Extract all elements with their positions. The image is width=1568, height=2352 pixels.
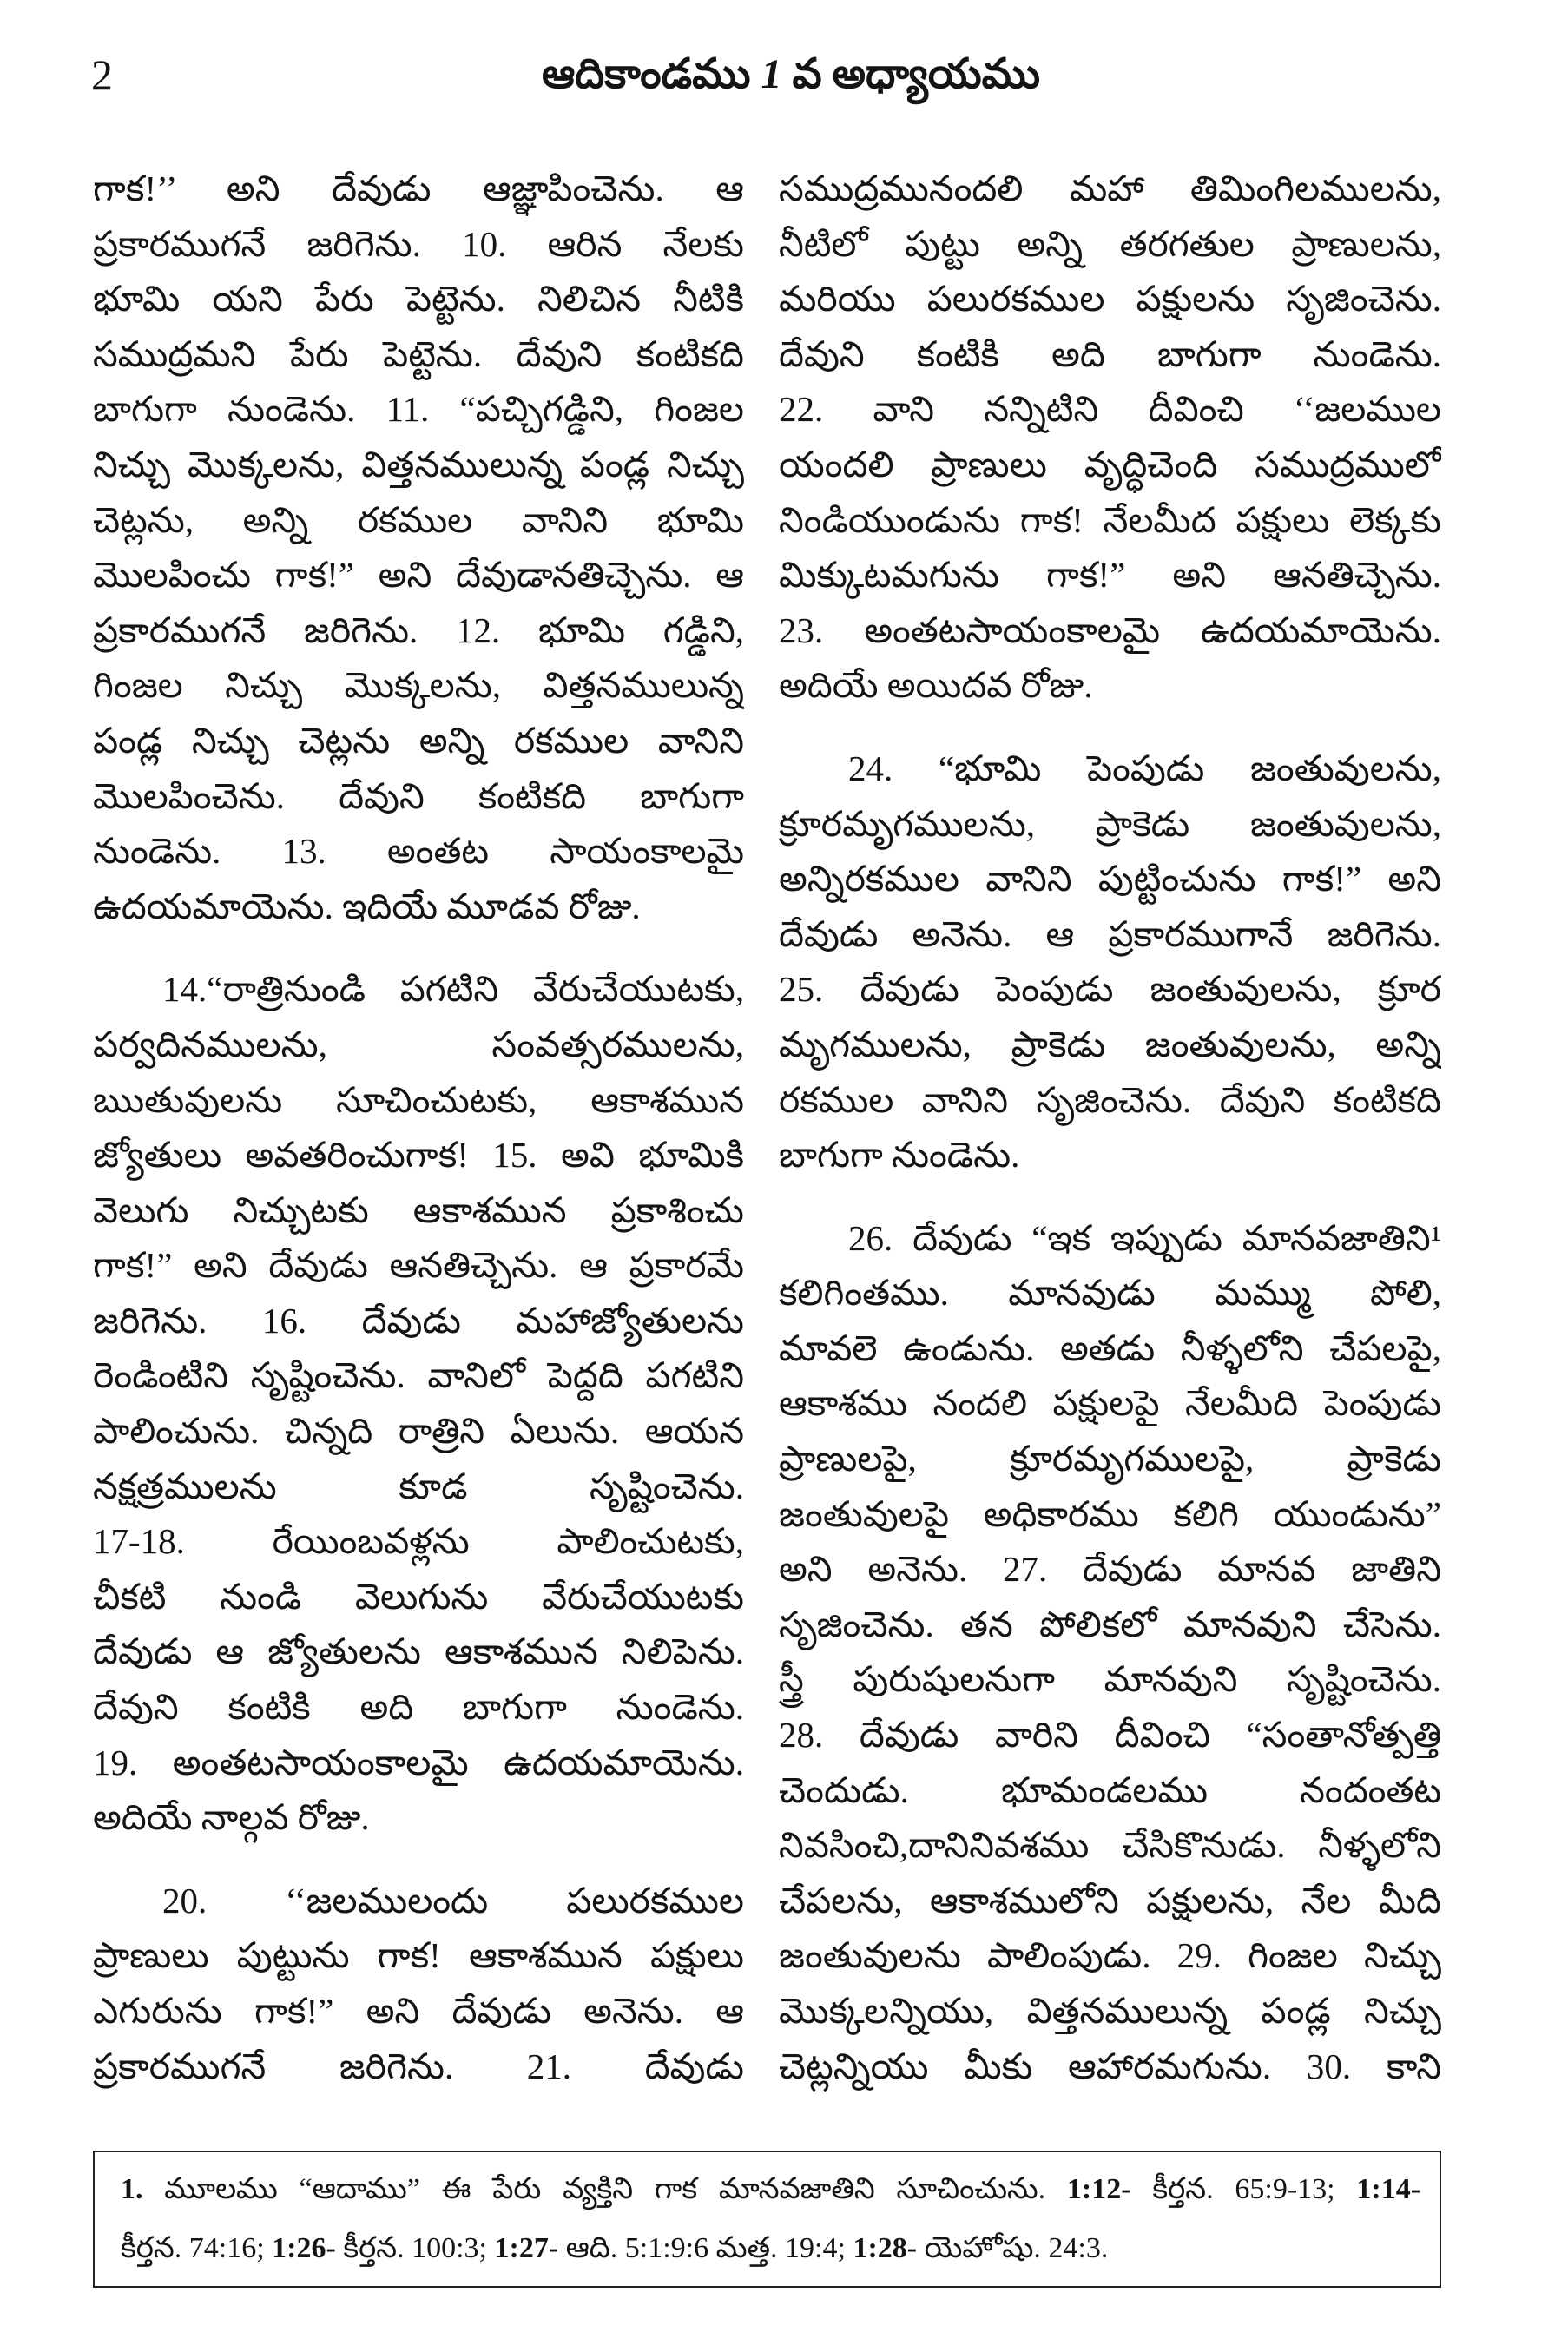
running-title xyxy=(542,49,1040,101)
text-line: యందలి ప్రాణులు వృద్ధిచెంది సముద్రములో xyxy=(779,444,1441,484)
text-line: సముద్రమునందలి మహా తిమింగిలములను, xyxy=(779,168,1441,208)
left-column xyxy=(93,161,744,2094)
cross-reference-label: 1:12- xyxy=(1066,2173,1131,2205)
text-line: 19. అంతటసాయంకాలమై ఉదయమాయెను. xyxy=(93,1742,744,1782)
text-line: జంతువులను పాలింపుడు. 29. గింజల నిచ్చు xyxy=(779,1935,1441,1976)
text-line: చెట్లన్నియు మీకు ఆహారమగును. 30. కాని xyxy=(779,2046,1441,2086)
text-line: బాగుగా నుండెను. xyxy=(779,1135,1020,1176)
text-line: 17-18. రేయింబవళ్లను పాలించుటకు, xyxy=(93,1521,744,1562)
cross-reference-text: కీర్తన. 65:9-13; xyxy=(1152,2173,1335,2205)
text-line: పాలించును. చిన్నది రాత్రిని ఏలును. ఆయన xyxy=(93,1411,744,1452)
text-line: మొలపించు గాక!” అని దేవుడానతిచ్చెను. ఆ xyxy=(93,555,744,596)
text-line: నుండెను. 13. అంతట సాయంకాలమై xyxy=(93,831,744,872)
text-line: అదియే నాల్గవ రోజు. xyxy=(93,1797,370,1838)
text-line: జ్యోతులు అవతరించుగాక! 15. అవి భూమికి xyxy=(93,1135,744,1176)
text-line: ఎగురును గాక!” అని దేవుడు అనెను. ఆ xyxy=(93,1991,744,2031)
text-line: మరియు పలురకముల పక్షులను సృజించెను. xyxy=(779,279,1441,320)
text-line: గింజల నిచ్చు మొక్కలను, విత్తనములున్న xyxy=(93,665,744,706)
text-line: భూమి యని పేరు పెట్టెను. నిలిచిన నీటికి xyxy=(93,279,744,320)
footnote-number: 1. xyxy=(121,2173,143,2205)
cross-reference-label: 1:28- xyxy=(853,2232,918,2264)
footnote-box xyxy=(93,2151,1441,2288)
text-line: 26. దేవుడు “ఇక ఇప్పుడు మానవజాతిని¹ xyxy=(848,1217,1441,1258)
footnote-note: మూలము “ఆదాము” ఈ పేరు వ్యక్తిని గాక మానవజాతిని సూచించును. xyxy=(164,2173,1046,2205)
text-line: కలిగింతము. మానవుడు మమ్ము పోలి, xyxy=(779,1273,1441,1314)
footnote-line xyxy=(121,2160,1420,2219)
text-line: నీటిలో పుట్టు అన్ని తరగతుల ప్రాణులను, xyxy=(779,223,1441,264)
text-line: చేపలను, ఆకాశములోని పక్షులను, నేల మీది xyxy=(779,1880,1441,1920)
text-line: చెందుడు. భూమండలము నందంతట xyxy=(779,1769,1441,1810)
text-line: జంతువులపై అధికారము కలిగి యుండును” xyxy=(779,1493,1441,1534)
text-line: ఉదయమాయెను. ఇదియే మూడవ రోజు. xyxy=(93,886,641,926)
text-line: రకముల వానిని సృజించెను. దేవుని కంటికది xyxy=(779,1079,1441,1120)
cross-reference-text: యెహోషు. 24:3. xyxy=(924,2232,1109,2264)
text-line: 25. దేవుడు పెంపుడు జంతువులను, క్రూర xyxy=(779,969,1441,1010)
text-line: మృగములను, ప్రాకెడు జంతువులను, అన్ని xyxy=(779,1024,1441,1064)
text-line: సృజించెను. తన పోలికలో మానవుని చేసెను. xyxy=(779,1604,1441,1644)
text-line: ప్రకారముగనే జరిగెను. 12. భూమి గడ్డిని, xyxy=(93,609,744,650)
paragraph xyxy=(779,741,1441,1183)
text-line: దేవుని కంటికి అది బాగుగా నుండెను. xyxy=(779,333,1441,374)
right-column xyxy=(779,161,1441,2094)
text-line: నక్షత్రములను కూడ సృష్టించెను. xyxy=(93,1466,744,1506)
text-line: పండ్ల నిచ్చు చెట్లను అన్ని రకముల వానిని xyxy=(93,720,744,761)
footnote-line xyxy=(121,2219,1420,2278)
text-line: గాక!” అని దేవుడు ఆనతిచ్చెను. ఆ ప్రకారమే xyxy=(93,1245,744,1286)
text-line: స్త్రీ పురుషులనుగా మానవుని సృష్టించెను. xyxy=(779,1659,1441,1700)
text-line: 22. వాని నన్నిటిని దీవించి ‘‘జలముల xyxy=(779,389,1441,430)
text-line: చీకటి నుండి వెలుగును వేరుచేయుటకు xyxy=(93,1576,744,1617)
cross-reference-text: ఆది. 5:1:9:6 మత్త. 19:4; xyxy=(565,2232,846,2264)
text-line: 28. దేవుడు వారిని దీవించి “సంతానోత్పత్తి xyxy=(779,1715,1441,1756)
text-line: మావలె ఉండును. అతడు నీళ్ళలోని చేపలపై, xyxy=(779,1328,1441,1368)
text-line: సముద్రమని పేరు పెట్టెను. దేవుని కంటికది xyxy=(93,333,744,374)
text-line: మిక్కుటమగును గాక!” అని ఆనతిచ్చెను. xyxy=(779,555,1441,596)
paragraph xyxy=(93,962,744,1846)
cross-reference-label: 1:14- xyxy=(1356,2173,1420,2205)
text-line: దేవుడు అనెను. ఆ ప్రకారముగానే జరిగెను. xyxy=(779,913,1441,954)
text-line: చెట్లను, అన్ని రకముల వానిని భూమి xyxy=(93,499,744,540)
text-line: రెండింటిని సృష్టించెను. వానిలో పెద్దది పగటిని xyxy=(93,1355,744,1396)
cross-reference-text: కీర్తన. 74:16; xyxy=(121,2232,265,2264)
text-line: 24. “భూమి పెంపుడు జంతువులను, xyxy=(848,748,1441,788)
text-line: దేవుడు ఆ జ్యోతులను ఆకాశమున నిలిపెను. xyxy=(93,1631,744,1672)
text-line: 23. అంతటసాయంకాలమై ఉదయమాయెను. xyxy=(779,609,1441,650)
text-line: ప్రాణులు పుట్టును గాక! ఆకాశమున పక్షులు xyxy=(93,1935,744,1976)
chapter-label: వ అధ్యాయము xyxy=(792,51,1041,97)
text-line: మొలపించెను. దేవుని కంటికది బాగుగా xyxy=(93,775,744,816)
text-line: వెలుగు నిచ్చుటకు ఆకాశమున ప్రకాశించు xyxy=(93,1189,744,1230)
cross-reference-label: 1:26- xyxy=(272,2232,336,2264)
paragraph xyxy=(93,161,744,934)
paragraph xyxy=(93,1874,744,2094)
text-line: 20. ‘‘జలములందు పలురకముల xyxy=(162,1880,744,1920)
book-name: ఆదికాండము xyxy=(541,51,751,97)
text-line: దేవుని కంటికి అది బాగుగా నుండెను. xyxy=(93,1687,744,1728)
text-line: నివసించి,దానినివశము చేసికొనుడు. నీళ్ళలోని xyxy=(779,1825,1441,1866)
cross-reference-label: 1:27- xyxy=(494,2232,559,2264)
text-line: బాగుగా నుండెను. 11. “పచ్చిగడ్డిని, గింజల xyxy=(93,389,744,430)
text-line: నిచ్చు మొక్కలను, విత్తనములున్న పండ్ల నిచ్చు xyxy=(93,444,744,484)
text-line: జరిగెను. 16. దేవుడు మహాజ్యోతులను xyxy=(93,1300,744,1341)
text-line: ఋతువులను సూచించుటకు, ఆకాశమున xyxy=(93,1079,744,1120)
text-line: క్రూరమృగములను, ప్రాకెడు జంతువులను, xyxy=(779,803,1441,844)
text-line: నిండియుండును గాక! నేలమీద పక్షులు లెక్కకు xyxy=(779,499,1441,540)
paragraph xyxy=(779,161,1441,714)
paragraph xyxy=(779,1211,1441,2095)
text-line: అని అనెను. 27. దేవుడు మానవ జాతిని xyxy=(779,1549,1441,1590)
text-line: ప్రకారముగనే జరిగెను. 10. ఆరిన నేలకు xyxy=(93,223,744,264)
text-line: ఆకాశము నందలి పక్షులపై నేలమీది పెంపుడు xyxy=(779,1383,1441,1424)
text-line: అదియే అయిదవ రోజు. xyxy=(779,665,1093,706)
text-line: గాక!’’ అని దేవుడు ఆజ్ఞాపించెను. ఆ xyxy=(93,168,744,208)
text-line: అన్నిరకముల వానిని పుట్టించును గాక!” అని xyxy=(779,859,1441,899)
text-line: మొక్కలన్నియు, విత్తనములున్న పండ్ల నిచ్చు xyxy=(779,1991,1441,2031)
text-line: ప్రాణులపై, క్రూరమృగములపై, ప్రాకెడు xyxy=(779,1439,1441,1479)
cross-reference-text: కీర్తన. 100:3; xyxy=(343,2232,487,2264)
chapter-number: 1 xyxy=(761,51,782,97)
text-line: ప్రకారముగనే జరిగెను. 21. దేవుడు xyxy=(93,2046,744,2086)
text-line: 14.“రాత్రినుండి పగటిని వేరుచేయుటకు, xyxy=(162,969,744,1010)
text-line: పర్వదినములను, సంవత్సరములను, xyxy=(93,1024,744,1064)
page-number: 2 xyxy=(91,50,113,99)
